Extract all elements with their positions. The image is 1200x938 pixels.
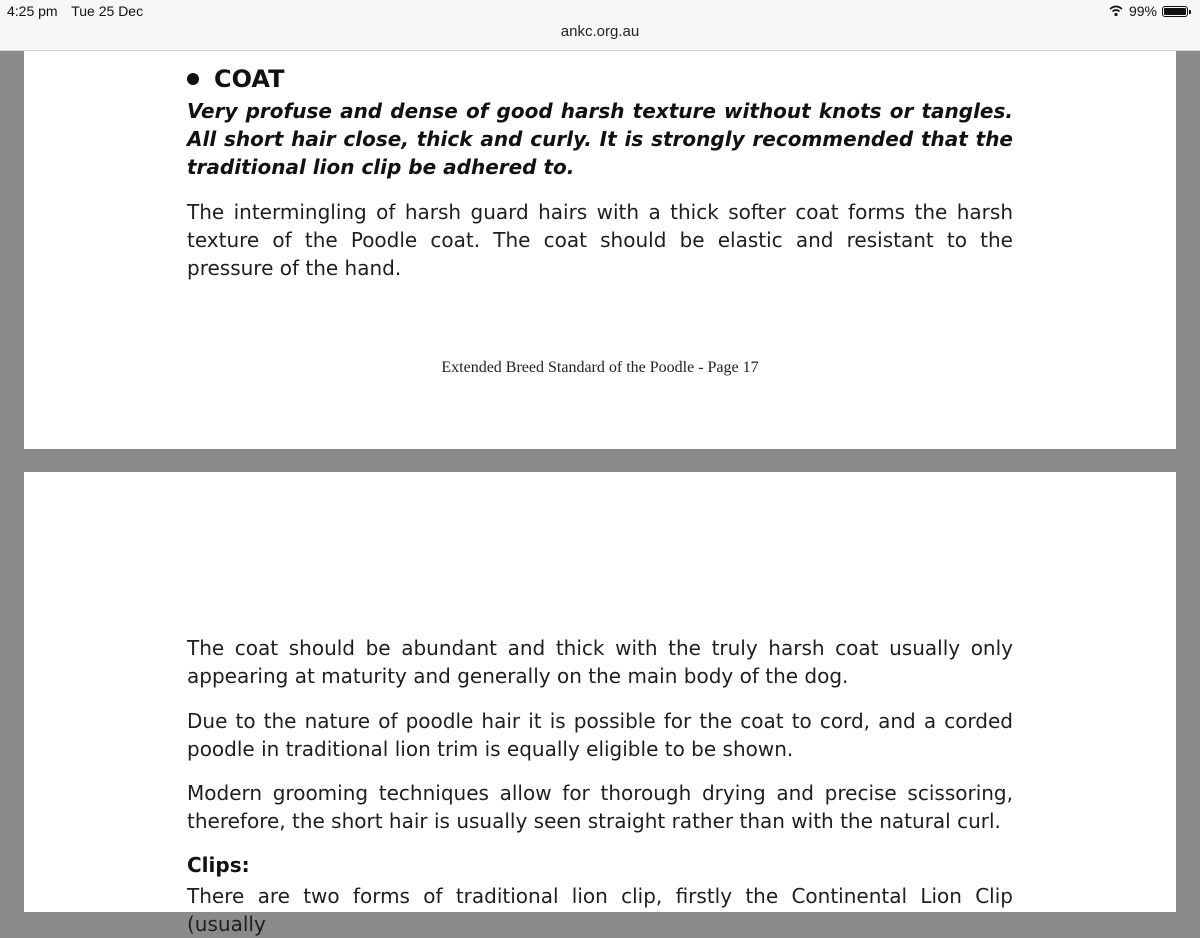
status-time: 4:25 pm	[7, 3, 58, 19]
breed-standard-text: Very profuse and dense of good harsh texture without knots or tangles. All short hair close, thick and curly. It is strongly recommended that the traditional lion clip be adhered to.	[187, 99, 1013, 179]
paragraph: Due to the nature of poodle hair it is possible for the coat to cord, and a corded poodle in traditional lion trim is equally eligible to be shown.	[187, 709, 1013, 761]
browser-top-bar	[0, 0, 1200, 51]
paragraph: The intermingling of harsh guard hairs with a thick softer coat forms the harsh texture of the Poodle coat. The coat should be elastic and resistant to the pressure of the hand.	[187, 200, 1013, 280]
wifi-icon	[1108, 5, 1124, 17]
coat-heading: COAT	[214, 65, 285, 93]
status-bar-right	[1108, 3, 1188, 19]
url-bar[interactable]: ankc.org.au	[560, 23, 640, 40]
paragraph: Modern grooming techniques allow for thorough drying and precise scissoring, therefore, the short hair is usually seen straight rather than with the natural curl.	[187, 781, 1013, 833]
paragraph: There are two forms of traditional lion clip, firstly the Continental Lion Clip (usually	[187, 884, 1013, 936]
document-page-18	[24, 472, 1176, 936]
page-footer: Extended Breed Standard of the Poodle - Page 17	[441, 359, 759, 376]
battery-percent: 99%	[1128, 3, 1157, 19]
document-page-17	[24, 51, 1176, 449]
paragraph: The coat should be abundant and thick with the truly harsh coat usually only appearing at maturity and generally on the main body of the dog.	[187, 636, 1013, 688]
section-heading	[187, 65, 284, 93]
status-date: Tue 25 Dec	[71, 3, 144, 19]
bullet-icon	[187, 73, 199, 85]
status-bar-left	[7, 3, 153, 19]
clips-heading: Clips:	[187, 853, 250, 877]
battery-icon	[1162, 6, 1188, 17]
